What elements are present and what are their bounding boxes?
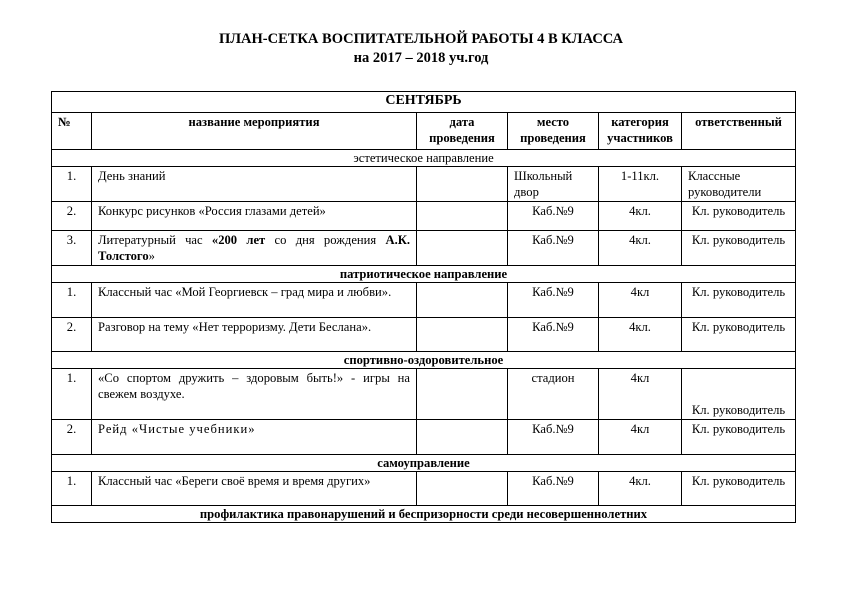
row-name: Классный час «Береги своё время и время других» [92, 472, 417, 506]
table-row [52, 283, 796, 318]
document-title: ПЛАН-СЕТКА ВОСПИТАТЕЛЬНОЙ РАБОТЫ 4 В КЛАССА [218, 31, 624, 47]
row-date [417, 472, 508, 506]
row-name: Литературный час «200 лет со дня рождения А.К. Толстого» [92, 231, 417, 266]
row-date [417, 283, 508, 318]
row-num: 2. [52, 420, 92, 455]
row-category: 4кл. [599, 231, 682, 266]
row-responsible: Кл. руководитель [682, 318, 796, 352]
col-header-date: дата проведения [417, 113, 508, 150]
section-selfgov: самоуправление [52, 455, 796, 472]
table-row [52, 472, 796, 506]
section-sport: спортивно-оздоровительное [52, 352, 796, 369]
col-header-name: название мероприятия [92, 113, 417, 150]
row-responsible: Кл. руководитель [682, 231, 796, 266]
row-category: 4кл. [599, 202, 682, 231]
row-place: Каб.№9 [508, 472, 599, 506]
row-date [417, 420, 508, 455]
row-date [417, 202, 508, 231]
section-row [52, 352, 796, 369]
table-row [52, 369, 796, 420]
row-date [417, 318, 508, 352]
row-place: Школьный двор [508, 167, 599, 202]
col-header-responsible: ответственный [682, 113, 796, 150]
row-place: Каб.№9 [508, 202, 599, 231]
row-date [417, 167, 508, 202]
table-row [52, 202, 796, 231]
row-num: 1. [52, 283, 92, 318]
row-num: 1. [52, 472, 92, 506]
row-category: 4кл [599, 369, 682, 420]
row-place: Каб.№9 [508, 231, 599, 266]
row-num: 3. [52, 231, 92, 266]
row-responsible: Кл. руководитель [682, 283, 796, 318]
row-num: 2. [52, 202, 92, 231]
row-num: 1. [52, 167, 92, 202]
row-name: «Со спортом дружить – здоровым быть!» - игры на свежем воздухе. [92, 369, 417, 420]
section-patriotic: патриотическое направление [52, 266, 796, 283]
row-place: Каб.№9 [508, 318, 599, 352]
col-header-category: категория участников [599, 113, 682, 150]
row-responsible: Кл. руководитель [682, 202, 796, 231]
row-place: Каб.№9 [508, 283, 599, 318]
row-name: Конкурс рисунков «Россия глазами детей» [92, 202, 417, 231]
row-place: Каб.№9 [508, 420, 599, 455]
table-row [52, 318, 796, 352]
section-prevention: профилактика правонарушений и беспризорности среди несовершеннолетних [52, 506, 796, 523]
row-category: 1-11кл. [599, 167, 682, 202]
plan-table [51, 91, 796, 523]
section-row [52, 150, 796, 167]
row-num: 1. [52, 369, 92, 420]
row-place: стадион [508, 369, 599, 420]
row-name: Классный час «Мой Георгиевск – град мира и любви». [92, 283, 417, 318]
row-category: 4кл. [599, 472, 682, 506]
month-row [52, 92, 796, 113]
section-aesthetic: эстетическое направление [52, 150, 796, 167]
row-name: День знаний [92, 167, 417, 202]
table-row [52, 231, 796, 266]
header-row [52, 113, 796, 150]
row-num: 2. [52, 318, 92, 352]
section-row [52, 506, 796, 523]
month-label: СЕНТЯБРЬ [52, 92, 796, 113]
col-header-num: № [52, 113, 92, 150]
row-category: 4кл [599, 283, 682, 318]
row-category: 4кл [599, 420, 682, 455]
row-name: Рейд «Чистые учебники» [92, 420, 417, 455]
row-date [417, 369, 508, 420]
col-header-place: место проведения [508, 113, 599, 150]
document-subtitle: на 2017 – 2018 уч.год [353, 50, 489, 66]
row-responsible: Классные руководители [682, 167, 796, 202]
row-name: Разговор на тему «Нет терроризму. Дети Беслана». [92, 318, 417, 352]
table-row [52, 420, 796, 455]
row-category: 4кл. [599, 318, 682, 352]
section-row [52, 266, 796, 283]
row-date [417, 231, 508, 266]
table-row [52, 167, 796, 202]
section-row [52, 455, 796, 472]
row-responsible: Кл. руководитель [682, 472, 796, 506]
row-responsible: Кл. руководитель [682, 420, 796, 455]
row-responsible: Кл. руководитель [682, 369, 796, 420]
